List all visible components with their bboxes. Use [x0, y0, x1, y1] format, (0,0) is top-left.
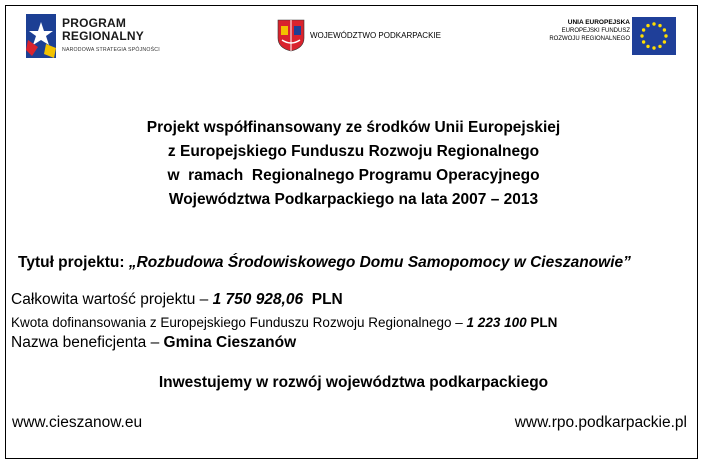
total-value-amount: 1 750 928,06 [212, 291, 304, 308]
rpo-link[interactable]: www.rpo.podkarpackie.pl [514, 414, 687, 431]
cofinancing-amount: 1 223 100 [466, 315, 527, 330]
eu-fund-line1: EUROPEJSKI FUNDUSZ [561, 28, 630, 34]
eu-text-block [549, 19, 630, 43]
beneficiary-label: Nazwa beneficjenta – [11, 334, 164, 351]
eu-flag-icon [632, 17, 676, 55]
project-title-label: Tytuł projektu: [18, 254, 125, 271]
beneficiary-value: Gmina Cieszanów [163, 334, 297, 351]
heading-line-2: z Europejskiego Funduszu Rozwoju Regionalnego [167, 143, 540, 160]
beneficiary-line [11, 334, 296, 352]
slogan: Inwestujemy w rozwój województwa podkarpackiego [158, 374, 549, 391]
project-title-value: „Rozbudowa Środowiskowego Domu Samopomocy w Cieszanowie” [128, 254, 631, 271]
eu-logo [520, 15, 680, 59]
project-title-line [18, 254, 631, 272]
wojewodztwo-label: WOJEWÓDZTWO PODKARPACKIE [310, 31, 441, 40]
cofinancing-currency: PLN [530, 315, 558, 330]
heading-line-1: Projekt współfinansowany ze środków Unii Europejskiej [146, 119, 561, 136]
heading-line-4: Województwa Podkarpackiego na lata 2007 – 2013 [168, 191, 539, 208]
total-value-line [11, 291, 343, 309]
heading-line-3: w ramach Regionalnego Programu Operacyjnego [167, 167, 540, 184]
cieszanow-link[interactable]: www.cieszanow.eu [12, 414, 143, 431]
cofinancing-line [11, 315, 557, 330]
nss-star-icon [24, 14, 58, 58]
program-regionalny-subtitle: NARODOWA STRATEGIA SPÓJNOŚCI [62, 47, 160, 53]
total-value-currency: PLN [311, 291, 343, 308]
program-regionalny-logo [24, 14, 204, 60]
eu-fund-line2: ROZWOJU REGIONALNEGO [549, 36, 630, 42]
wojewodztwo-logo [276, 18, 476, 54]
eu-title: UNIA EUROPEJSKA [567, 19, 630, 26]
cofinancing-heading [0, 116, 707, 212]
total-value-label: Całkowita wartość projektu – [11, 291, 213, 308]
coat-of-arms-icon [276, 18, 306, 52]
cofinancing-label: Kwota dofinansowania z Europejskiego Funduszu Rozwoju Regionalnego – [11, 315, 467, 330]
program-regionalny-title: PROGRAM REGIONALNY [62, 16, 145, 43]
